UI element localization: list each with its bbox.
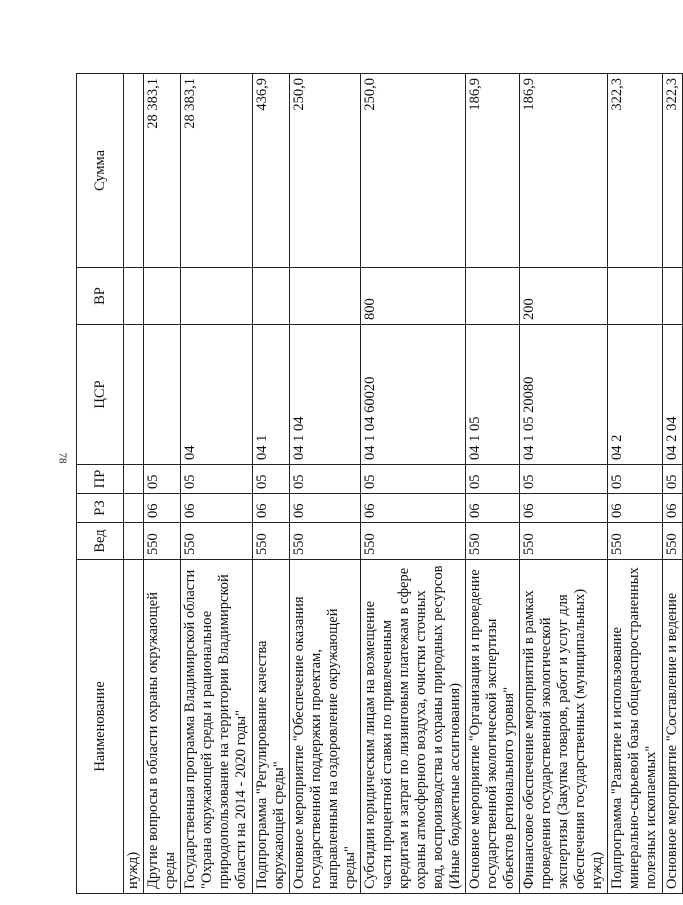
cell-ved: 550 [608, 523, 663, 560]
cell-csr: 04 1 04 60020 [361, 325, 466, 465]
cell-csr [124, 325, 144, 465]
cell-rz: 06 [144, 494, 181, 523]
cell-rz: 06 [520, 494, 608, 523]
cell-pr: 05 [663, 465, 683, 494]
cell-name: Финансовое обеспечение мероприятий в рамках проведения государственной экологической экспертизы (Закупка товаров, работ и услуг для обеспечения государственных (муниципальных) нужд) [520, 560, 608, 894]
cell-ved [124, 523, 144, 560]
cell-pr: 05 [253, 465, 290, 494]
cell-vr [144, 268, 181, 325]
cell-ved: 550 [466, 523, 520, 560]
cell-sum: 322,3 [663, 74, 683, 268]
cell-ved: 550 [181, 523, 253, 560]
cell-rz: 06 [663, 494, 683, 523]
header-row [77, 74, 124, 894]
cell-name: нужд) [124, 560, 144, 894]
cell-vr [608, 268, 663, 325]
table-row [663, 74, 683, 894]
cell-name: Субсидии юридическим лицам на возмещение части процентной ставки по привлеченным кредитам и затрат по лизинговым платежам в сфере охраны атмосферного воздуха, очистки сточных вод, воспроизводства и охраны природных ресурсов (Иные бюджетные ассигнования) [361, 560, 466, 894]
cell-vr [466, 268, 520, 325]
cell-pr [124, 465, 144, 494]
cell-ved: 550 [253, 523, 290, 560]
cell-csr: 04 1 05 20080 [520, 325, 608, 465]
table-row [253, 74, 290, 894]
cell-pr: 05 [290, 465, 361, 494]
cell-vr: 200 [520, 268, 608, 325]
rotated-table-container [76, 74, 680, 894]
cell-ved: 550 [520, 523, 608, 560]
cell-rz: 06 [361, 494, 466, 523]
cell-rz [124, 494, 144, 523]
cell-ved: 550 [290, 523, 361, 560]
header-ved: Вед [77, 523, 124, 560]
cell-csr [144, 325, 181, 465]
cell-rz: 06 [466, 494, 520, 523]
cell-sum: 436,9 [253, 74, 290, 268]
cell-pr: 05 [361, 465, 466, 494]
cell-csr: 04 1 [253, 325, 290, 465]
cell-csr: 04 2 [608, 325, 663, 465]
header-name: Наименование [77, 560, 124, 894]
cell-pr: 05 [608, 465, 663, 494]
table-row [608, 74, 663, 894]
cell-name: Подпрограмма "Развитие и использование минерально-сырьевой базы общераспространенных полезных ископаемых" [608, 560, 663, 894]
cell-sum: 322,3 [608, 74, 663, 268]
table-body [124, 74, 683, 894]
table-row [124, 74, 144, 894]
cell-vr [124, 268, 144, 325]
table-row [181, 74, 253, 894]
cell-sum [124, 74, 144, 268]
table-row [466, 74, 520, 894]
cell-ved: 550 [144, 523, 181, 560]
header-pr: ПР [77, 465, 124, 494]
cell-pr: 05 [520, 465, 608, 494]
cell-name: Основное мероприятие "Составление и ведение [663, 560, 683, 894]
cell-name: Государственная программа Владимирской области "Охрана окружающей среды и рациональное природопользование на территории Владимирской области на 2014 - 2020 годы" [181, 560, 253, 894]
header-csr: ЦСР [77, 325, 124, 465]
cell-vr [290, 268, 361, 325]
cell-name: Подпрограмма "Регулирование качества окружающей среды" [253, 560, 290, 894]
cell-rz: 06 [608, 494, 663, 523]
cell-sum: 28 383,1 [181, 74, 253, 268]
cell-rz: 06 [290, 494, 361, 523]
cell-name: Основное мероприятие "Организация и проведение государственной экологической экспертизы объектов регионального уровня" [466, 560, 520, 894]
cell-sum: 250,0 [290, 74, 361, 268]
header-sum: Сумма [77, 74, 124, 268]
cell-rz: 06 [181, 494, 253, 523]
cell-sum: 250,0 [361, 74, 466, 268]
header-vr: ВР [77, 268, 124, 325]
cell-ved: 550 [663, 523, 683, 560]
cell-csr: 04 1 04 [290, 325, 361, 465]
table-row [520, 74, 608, 894]
cell-name: Основное мероприятие "Обеспечение оказания государственной поддержки проектам, направленным на оздоровление окружающей среды" [290, 560, 361, 894]
cell-vr: 800 [361, 268, 466, 325]
cell-sum: 28 383,1 [144, 74, 181, 268]
cell-vr [663, 268, 683, 325]
table-row [361, 74, 466, 894]
table-row [290, 74, 361, 894]
budget-table [76, 73, 683, 894]
cell-vr [181, 268, 253, 325]
cell-name: Другие вопросы в области охраны окружающей среды [144, 560, 181, 894]
cell-ved: 550 [361, 523, 466, 560]
cell-csr: 04 2 04 [663, 325, 683, 465]
cell-rz: 06 [253, 494, 290, 523]
cell-vr [253, 268, 290, 325]
cell-pr: 05 [144, 465, 181, 494]
cell-pr: 05 [466, 465, 520, 494]
header-rz: РЗ [77, 494, 124, 523]
page-number: 78 [56, 452, 69, 464]
cell-csr: 04 [181, 325, 253, 465]
cell-sum: 186,9 [520, 74, 608, 268]
cell-sum: 186,9 [466, 74, 520, 268]
table-row [144, 74, 181, 894]
cell-pr: 05 [181, 465, 253, 494]
cell-csr: 04 1 05 [466, 325, 520, 465]
